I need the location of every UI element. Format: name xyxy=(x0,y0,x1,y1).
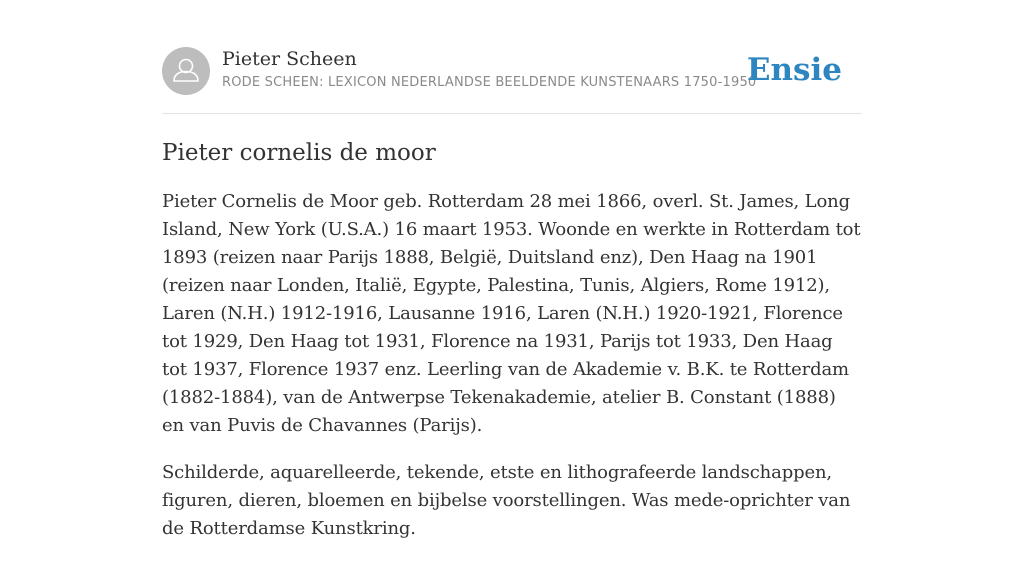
article-paragraph: Pieter Cornelis de Moor geb. Rotterdam 28 mei 1866, overl. St. James, Long Island, New York (U.S.A.) 16 maart 1953. Woonde en werkte in Rotterdam tot 1893 (reizen naar Parijs 1888, België, Duitsland enz), Den Haag na 1901 (reizen naar Londen, Italië, Egypte, Palestina, Tunis, Algiers, Rome 1912), Laren (N.H.) 1912-1916, Lausanne 1916, Laren (N.H.) 1920-1921, Florence tot 1929, Den Haag tot 1931, Florence na 1931, Parijs tot 1933, Den Haag tot 1937, Florence 1937 enz. Leerling van de Akademie v. B.K. te Rotterdam (1882-1884), van de Antwerpse Tekenakademie, atelier B. Constant (1888) en van Puvis de Chavannes (Parijs). xyxy=(162,191,861,436)
article-header xyxy=(162,47,862,95)
source-title[interactable]: RODE SCHEEN: LEXICON NEDERLANDSE BEELDENDE KUNSTENAARS 1750-1950 xyxy=(222,75,757,90)
ensie-logo-link[interactable]: Ensie xyxy=(746,52,842,88)
user-avatar-icon[interactable] xyxy=(162,47,210,95)
author-name-link[interactable]: Pieter Scheen xyxy=(222,48,357,70)
header-divider xyxy=(162,113,862,114)
user-silhouette-icon xyxy=(162,47,210,95)
article-body xyxy=(162,136,862,562)
article-paragraph: Schilderde, aquarelleerde, tekende, etste en lithografeerde landschappen, figuren, dieren, bloemen en bijbelse voorstellingen. Was mede-oprichter van de Rotterdamse Kunstkring. xyxy=(162,462,851,539)
article-title: Pieter cornelis de moor xyxy=(162,140,436,166)
